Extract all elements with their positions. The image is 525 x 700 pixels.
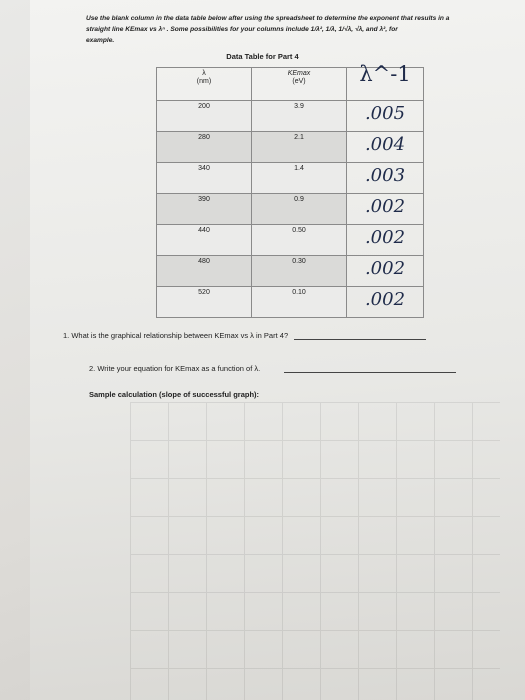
table-row <box>157 132 424 163</box>
header-lambda <box>157 68 252 101</box>
question-1-text: 1. What is the graphical relationship between KEmax vs λ in Part 4? <box>63 331 289 340</box>
table-row <box>157 163 424 194</box>
cell-ke: 0.9 <box>252 194 347 225</box>
answer-line-2 <box>284 372 456 373</box>
cell-ke: 1.4 <box>252 163 347 194</box>
cell-inverse <box>347 256 424 287</box>
cell-lambda: 390 <box>157 194 252 225</box>
cell-ke: 3.9 <box>252 101 347 132</box>
answer-line-1 <box>294 339 426 340</box>
header-lambda-unit: (nm) <box>196 78 212 85</box>
handwritten-value: .004 <box>364 134 406 155</box>
cell-lambda: 340 <box>157 163 252 194</box>
cell-inverse <box>347 163 424 194</box>
table-row <box>157 194 424 225</box>
instructions-line-2: straight line KEmax vs λⁿ . Some possibilities for your columns include 1/λ², 1/λ, 1/√λ, √λ, and λ², for <box>86 26 398 33</box>
sample-calculation-label: Sample calculation (slope of successful graph): <box>89 390 260 399</box>
cell-ke: 0.10 <box>252 287 347 318</box>
cell-inverse <box>347 287 424 318</box>
table-row <box>157 287 424 318</box>
table-row <box>157 256 424 287</box>
cell-inverse <box>347 101 424 132</box>
cell-ke: 2.1 <box>252 132 347 163</box>
header-ke-max <box>252 68 347 101</box>
cell-lambda: 200 <box>157 101 252 132</box>
cell-lambda: 280 <box>157 132 252 163</box>
handwritten-value: .003 <box>364 165 406 186</box>
cell-inverse <box>347 132 424 163</box>
cell-inverse <box>347 194 424 225</box>
bleed-through-grid <box>130 402 500 700</box>
question-2-text: 2. Write your equation for KEmax as a function of λ. <box>89 364 261 373</box>
cell-ke: 0.50 <box>252 225 347 256</box>
instructions-line-1: Use the blank column in the data table below after using the spreadsheet to determine the exponent that results in a <box>86 15 450 22</box>
cell-ke: 0.30 <box>252 256 347 287</box>
handwritten-value: .002 <box>364 258 406 279</box>
handwritten-value: .002 <box>364 196 406 217</box>
cell-lambda: 440 <box>157 225 252 256</box>
table-row <box>157 225 424 256</box>
handwritten-value: .005 <box>364 103 406 124</box>
cell-lambda: 480 <box>157 256 252 287</box>
handwritten-value: .002 <box>364 227 406 248</box>
instructions-line-3: example. <box>86 37 115 44</box>
data-table <box>156 62 424 318</box>
table-header-row <box>157 68 424 101</box>
handwritten-value: .002 <box>364 289 406 310</box>
instructions <box>86 13 506 46</box>
header-lambda-symbol: λ <box>202 70 206 77</box>
cell-inverse <box>347 225 424 256</box>
question-2 <box>89 364 456 373</box>
header-inverse-lambda <box>347 62 424 101</box>
header-ke-label: KEmax <box>287 70 311 77</box>
table-title: Data Table for Part 4 <box>226 52 299 61</box>
cell-lambda: 520 <box>157 287 252 318</box>
header-inverse-lambda-handwritten: λ^-1 <box>359 62 411 86</box>
header-ke-unit: (eV) <box>292 78 306 85</box>
question-1 <box>63 331 426 340</box>
table-row <box>157 101 424 132</box>
